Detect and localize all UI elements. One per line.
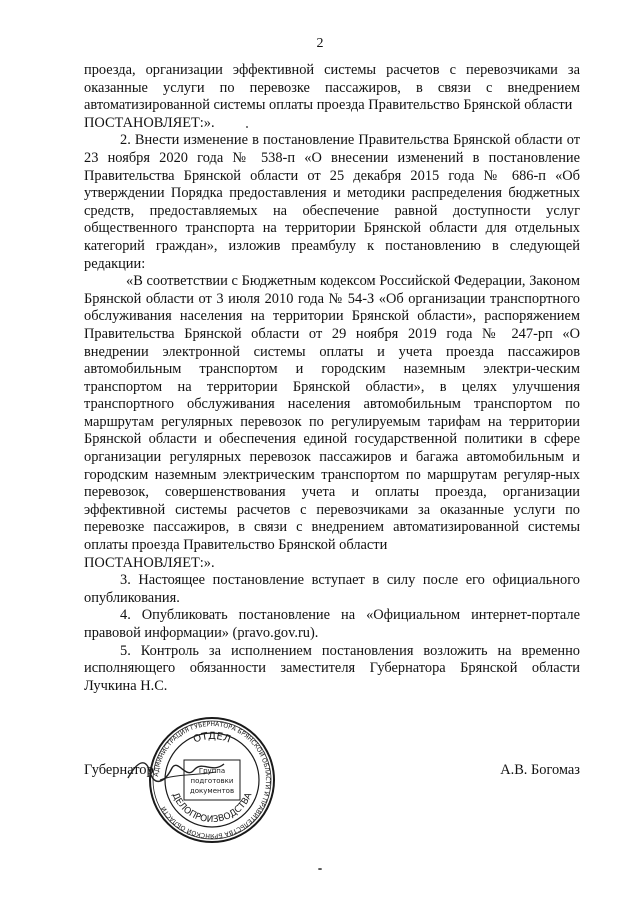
seal-department-bottom: ДЕЛОПРОИЗВОДСТВА xyxy=(169,791,255,826)
paragraph-resolves: ПОСТАНОВЛЯЕТ:». xyxy=(84,114,215,131)
scan-speck xyxy=(318,868,322,870)
paragraph-item-2: 2. Внести изменение в постановление Правительства Брянской области от 23 ноября 2020 года № 538-п «О внесении изменений в постановление Правительства Брянской области от 25 декабря 2015 года № 686-п «Об утверждении Порядка предоставления и методики распределения бюджетных средств, предоставляемых на обеспечение равной доступности услуг общественного транспорта на территории Брянской области для отдельных категорий граждан», изложив преамбулу к постановлению в следующей редакции: xyxy=(84,132,580,272)
signer-name: А.В. Богомаз xyxy=(500,762,580,778)
paragraph-intro: проезда, организации эффективной системы расчетов с перевозчиками за оказанные услуги по перевозке пассажиров, в связи с внедрением автоматизированной системы оплаты проезда Правительство Брянской области xyxy=(84,62,580,114)
seal-center-line: Группа xyxy=(198,767,226,775)
seal-department-top: ОТДЕЛ xyxy=(192,730,233,746)
paragraph-item-4: 4. Опубликовать постановление на «Официальном интернет-портале правовой информации» (pravo.gov.ru). xyxy=(84,607,580,641)
seal-center-line: документов xyxy=(189,787,235,795)
signer-title: Губернатор xyxy=(84,762,154,778)
seal-center-line: подготовки xyxy=(190,777,234,785)
paragraph-preamble-quote: «В соответствии с Бюджетным кодексом Российской Федерации, Законом Брянской области от 3 июля 2010 года № 54-З «Об организации транспортного обслуживания населения на территории Брянской области», распоряжением Правительства Брянской области от 29 ноября 2019 года № 247-рп «О внедрении электронной системы оплаты и учета проезда пассажиров автомобильным транспортом и городским наземным электри-ческим транспортом на территории Брянской области», в целях улучшения транспортного обслуживания населения автомобильным транспортом по маршрутам регулярных перевозок по регулируемым тарифам на территории Брянской области и обеспечения единой государственной политики в сфере организации регулярных перевозок пассажиров и багажа автомобильным и городским наземным электрическим транспортом по маршрутам регуляр-ных перевозок, совершенствования учета и оплаты проезда, организации эффективной системы расчетов с перевозчиками за оказанные услуги по перевозке пассажиров, в связи с внедрением автоматизированной системы оплаты проезда Правительство Брянской области xyxy=(84,273,580,554)
paragraph-item-5: 5. Контроль за исполнением постановления возложить на временно исполняющего обязанности заместителя Губернатора Брянской области Лучкина Н.С. xyxy=(84,642,580,694)
paragraph-resolves: ПОСТАНОВЛЯЕТ:». xyxy=(84,554,215,571)
seal-outer-text: АДМИНИСТРАЦИЯ ГУБЕРНАТОРА БРЯНСКОЙ ОБЛАСТИ И ПРАВИТЕЛЬСТВА БРЯНСКОЙ ОБЛАСТИ xyxy=(153,720,272,840)
page-number: 2 xyxy=(316,36,324,51)
document-body xyxy=(84,62,580,695)
official-seal xyxy=(148,716,276,844)
paragraph-item-3: 3. Настоящее постановление вступает в силу после его официального опубликования. xyxy=(84,572,580,606)
scan-speck xyxy=(246,126,248,128)
